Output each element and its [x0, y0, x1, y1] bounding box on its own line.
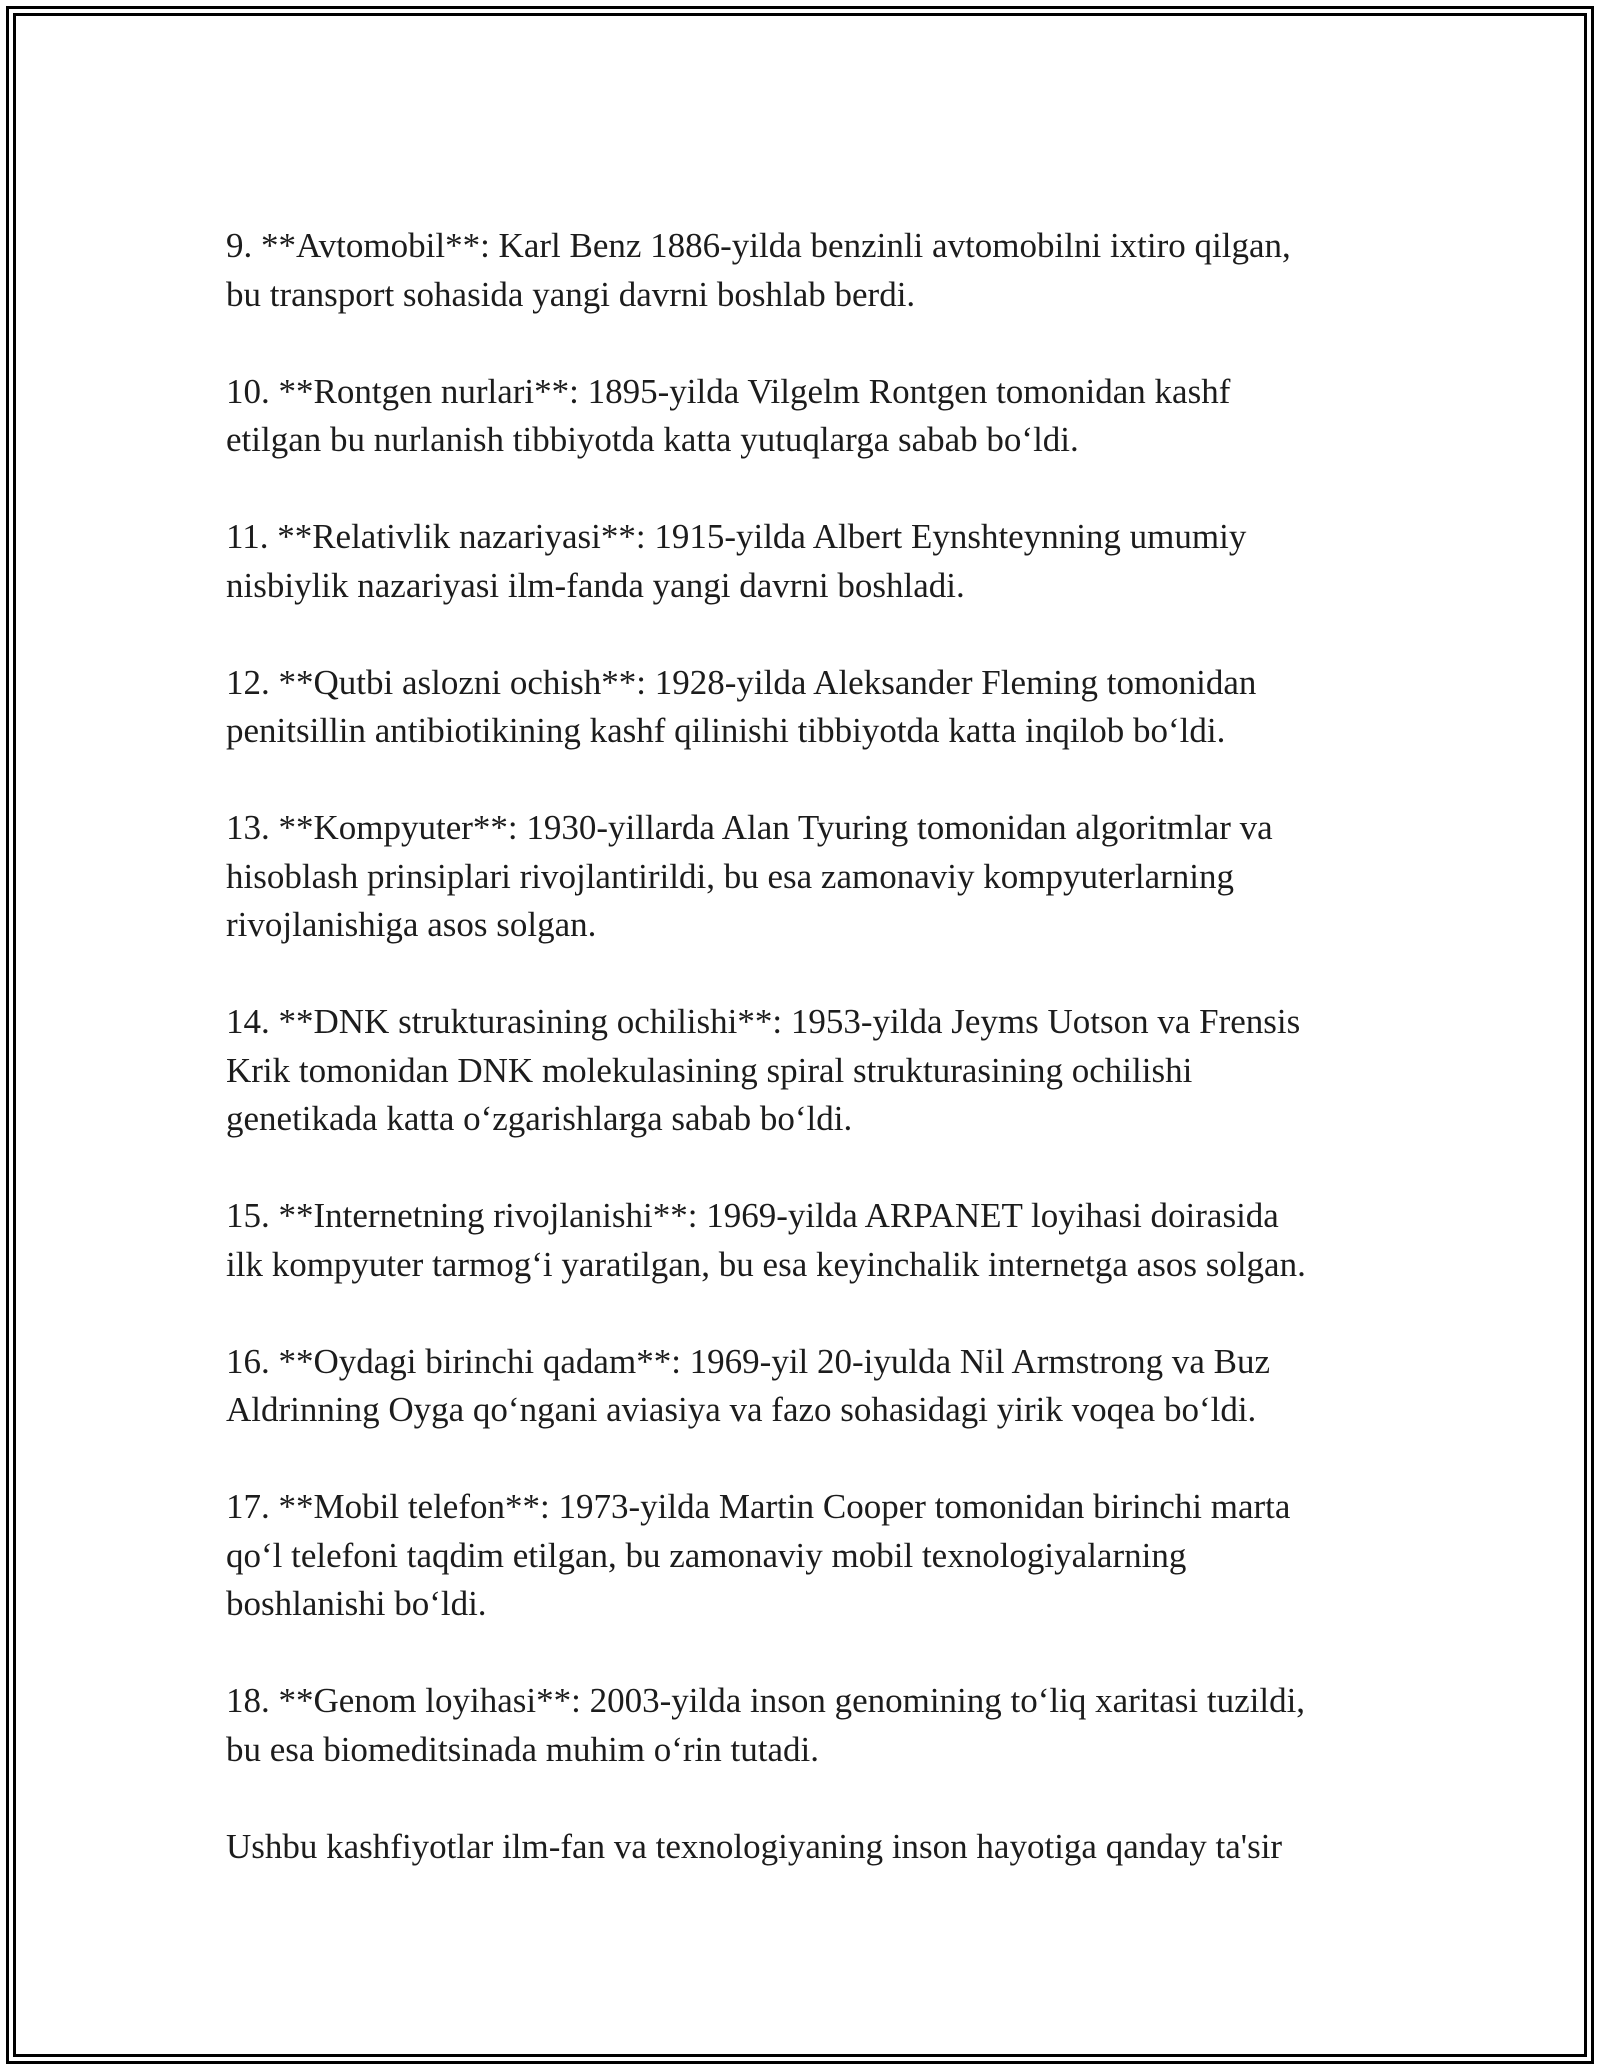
- text-line: 10. **Rontgen nurlari**: 1895-yilda Vilgelm Rontgen tomonidan kashf: [226, 371, 1231, 411]
- paragraph-18-genom: [226, 1677, 1406, 1774]
- paragraph-14-dnk: [226, 998, 1406, 1144]
- document-body: [226, 222, 1406, 1920]
- paragraph-conclusion: [226, 1823, 1406, 1872]
- paragraph-17-mobil: [226, 1483, 1406, 1629]
- text-line: 13. **Kompyuter**: 1930-yillarda Alan Tyuring tomonidan algoritmlar va: [226, 808, 1273, 847]
- text-line: penitsillin antibiotikining kashf qilinishi tibbiyotda katta inqilob bo‘ldi.: [226, 711, 1226, 750]
- text-line: 16. **Oydagi birinchi qadam**: 1969-yil 20-iyulda Nil Armstrong va Buz: [226, 1341, 1271, 1381]
- text-line: 14. **DNK strukturasining ochilishi**: 1953-yilda Jeyms Uotson va Frensis: [226, 1002, 1301, 1041]
- text-line: 12. **Qutbi aslozni ochish**: 1928-yilda Aleksander Fleming tomonidan: [226, 662, 1257, 702]
- text-line: genetikada katta o‘zgarishlarga sabab bo‘ldi.: [226, 1099, 853, 1138]
- text-line: ilk kompyuter tarmog‘i yaratilgan, bu esa keyinchalik internetga asos solgan.: [226, 1244, 1306, 1284]
- paragraph-9-avtomobil: [226, 222, 1406, 319]
- text-line: bu esa biomeditsinada muhim o‘rin tutadi.: [226, 1729, 819, 1769]
- text-line: nisbiylik nazariyasi ilm-fanda yangi davrni boshladi.: [226, 565, 965, 605]
- text-line: Ushbu kashfiyotlar ilm-fan va texnologiyaning inson hayotiga qanday ta'sir: [226, 1826, 1283, 1866]
- text-line: etilgan bu nurlanish tibbiyotda katta yutuqlarga sabab bo‘ldi.: [226, 420, 1079, 459]
- text-line: bu transport sohasida yangi davrni boshlab berdi.: [226, 274, 916, 314]
- text-line: 15. **Internetning rivojlanishi**: 1969-yilda ARPANET loyihasi doirasida: [226, 1196, 1279, 1235]
- text-line: boshlanishi bo‘ldi.: [226, 1584, 487, 1623]
- paragraph-12-qutbi: [226, 659, 1406, 756]
- text-line: Aldrinning Oyga qo‘ngani aviasiya va fazo sohasidagi yirik voqea bo‘ldi.: [226, 1390, 1257, 1429]
- paragraph-16-oydagi: [226, 1338, 1406, 1435]
- paragraph-10-rontgen: [226, 368, 1406, 465]
- text-line: hisoblash prinsiplari rivojlantirildi, bu esa zamonaviy kompyuterlarning: [226, 856, 1234, 896]
- paragraph-11-relativlik: [226, 513, 1406, 610]
- paragraph-13-kompyuter: [226, 804, 1406, 950]
- text-line: 18. **Genom loyihasi**: 2003-yilda inson genomining to‘liq xaritasi tuzildi,: [226, 1681, 1306, 1720]
- text-line: 11. **Relativlik nazariyasi**: 1915-yilda Albert Eynshteynning umumiy: [226, 517, 1247, 556]
- text-line: 17. **Mobil telefon**: 1973-yilda Martin Cooper tomonidan birinchi marta: [226, 1487, 1291, 1526]
- text-line: rivojlanishiga asos solgan.: [226, 905, 597, 944]
- text-line: qo‘l telefoni taqdim etilgan, bu zamonaviy mobil texnologiyalarning: [226, 1535, 1187, 1575]
- text-line: 9. **Avtomobil**: Karl Benz 1886-yilda benzinli avtomobilni ixtiro qilgan,: [226, 226, 1291, 265]
- paragraph-15-internet: [226, 1192, 1406, 1289]
- text-line: Krik tomonidan DNK molekulasining spiral strukturasining ochilishi: [226, 1050, 1193, 1090]
